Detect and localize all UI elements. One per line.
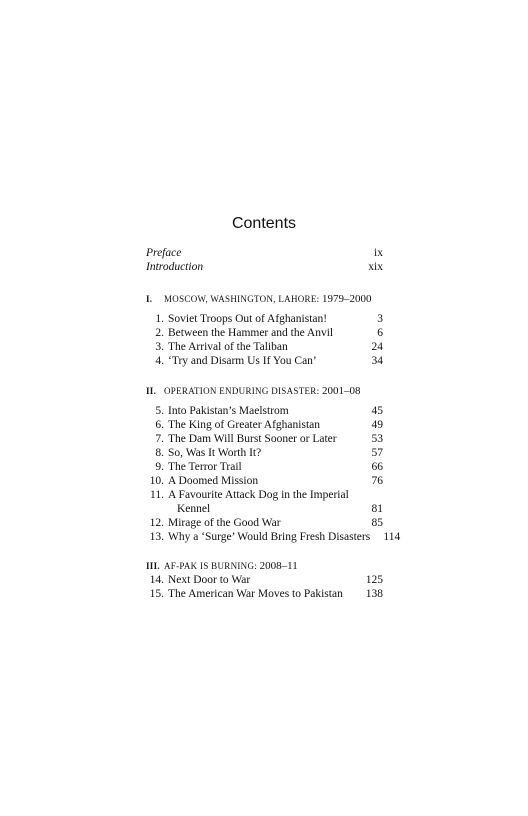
chapter-list: [146, 404, 401, 544]
chapter-number: 9.: [155, 461, 164, 473]
chapter-number: 3.: [155, 341, 164, 353]
chapter-page: 81: [371, 503, 383, 515]
chapter-page: 49: [371, 419, 383, 431]
front-matter-page: xix: [368, 261, 383, 273]
chapter-title: The Terror Trail: [168, 461, 242, 473]
chapter-page: 53: [371, 433, 383, 445]
chapter-row[interactable]: [146, 587, 383, 601]
part-name: OPERATION ENDURING DISASTER:: [164, 386, 320, 396]
chapter-page: 6: [377, 327, 383, 339]
chapter-row[interactable]: [146, 340, 383, 354]
chapter-page: 114: [383, 531, 401, 543]
chapter-number: 10.: [149, 475, 164, 487]
chapter-page: 85: [371, 517, 383, 529]
chapter-page: 3: [377, 313, 383, 325]
chapter-title-wrapper: [164, 488, 353, 516]
chapter-title: A Doomed Mission: [168, 475, 259, 487]
part-number: II.: [146, 386, 157, 396]
chapter-number: 12.: [149, 517, 164, 529]
chapter-number: 15.: [149, 588, 164, 600]
chapter-number: 7.: [155, 433, 164, 445]
chapter-number: 8.: [155, 447, 164, 459]
part-name: AF-PAK IS BURNING:: [164, 561, 258, 571]
chapter-number: 6.: [155, 419, 164, 431]
front-matter-row[interactable]: [146, 246, 383, 260]
front-matter-row[interactable]: [146, 260, 383, 274]
chapter-title: Into Pakistan’s Maelstrom: [168, 405, 289, 417]
front-matter-label: Preface: [146, 247, 182, 259]
part-years: 2008–11: [259, 560, 298, 572]
chapter-number: 13.: [149, 531, 164, 543]
chapter-number: 14.: [149, 574, 164, 586]
chapter-list: [146, 312, 383, 368]
chapter-page: 57: [371, 447, 383, 459]
chapter-number: 5.: [155, 405, 164, 417]
part-name: MOSCOW, WASHINGTON, LAHORE:: [164, 294, 320, 304]
chapter-title: The King of Greater Afghanistan: [168, 419, 321, 431]
chapter-page: 76: [371, 475, 383, 487]
chapter-title: The Dam Will Burst Sooner or Later: [168, 433, 337, 445]
chapter-row[interactable]: [146, 354, 383, 368]
part-heading: [146, 293, 383, 305]
chapter-page: 24: [371, 341, 383, 353]
chapter-title: Soviet Troops Out of Afghanistan!: [168, 313, 328, 325]
chapter-page: 45: [371, 405, 383, 417]
chapter-page: 34: [371, 355, 383, 367]
chapter-title: The American War Moves to Pakistan: [168, 588, 343, 600]
chapter-title: A Favourite Attack Dog in the Imperial: [168, 489, 349, 501]
chapter-row[interactable]: [146, 460, 383, 474]
chapter-row[interactable]: [146, 530, 401, 544]
chapter-title: ‘Try and Disarm Us If You Can’: [168, 355, 317, 367]
chapter-number: 4.: [155, 355, 164, 367]
chapter-row[interactable]: [146, 418, 383, 432]
chapter-number: 2.: [155, 327, 164, 339]
chapter-row[interactable]: [146, 326, 383, 340]
part-number: I.: [146, 294, 153, 304]
chapter-title: Why a ‘Surge’ Would Bring Fresh Disasters: [168, 531, 371, 543]
chapter-title-continuation: Kennel: [177, 503, 211, 515]
chapter-row[interactable]: [146, 404, 383, 418]
chapter-row[interactable]: [146, 488, 383, 516]
chapter-row[interactable]: [146, 474, 383, 488]
chapter-row[interactable]: [146, 312, 383, 326]
part-heading: [146, 560, 383, 572]
chapter-title: Mirage of the Good War: [168, 517, 281, 529]
front-matter: [146, 246, 383, 274]
chapter-page: 125: [365, 574, 383, 586]
part-heading: [146, 385, 383, 397]
chapter-list: [146, 573, 383, 601]
chapter-row[interactable]: [146, 516, 383, 530]
chapter-title: The Arrival of the Taliban: [168, 341, 288, 353]
chapter-row[interactable]: [146, 432, 383, 446]
chapter-number: 11.: [150, 489, 164, 501]
chapter-page: 66: [371, 461, 383, 473]
chapter-row[interactable]: [146, 573, 383, 587]
chapter-row[interactable]: [146, 446, 383, 460]
front-matter-page: ix: [374, 247, 383, 259]
part-years: 1979–2000: [322, 293, 372, 305]
chapter-number: 1.: [155, 313, 164, 325]
part-years: 2001–08: [321, 385, 361, 397]
part-number: III.: [146, 561, 160, 571]
chapter-page: 138: [365, 588, 383, 600]
chapter-title: Next Door to War: [168, 574, 251, 586]
chapter-title: Between the Hammer and the Anvil: [168, 327, 334, 339]
chapter-title: So, Was It Worth It?: [168, 447, 262, 459]
page-title: Contents: [231, 215, 297, 232]
front-matter-label: Introduction: [146, 261, 204, 273]
